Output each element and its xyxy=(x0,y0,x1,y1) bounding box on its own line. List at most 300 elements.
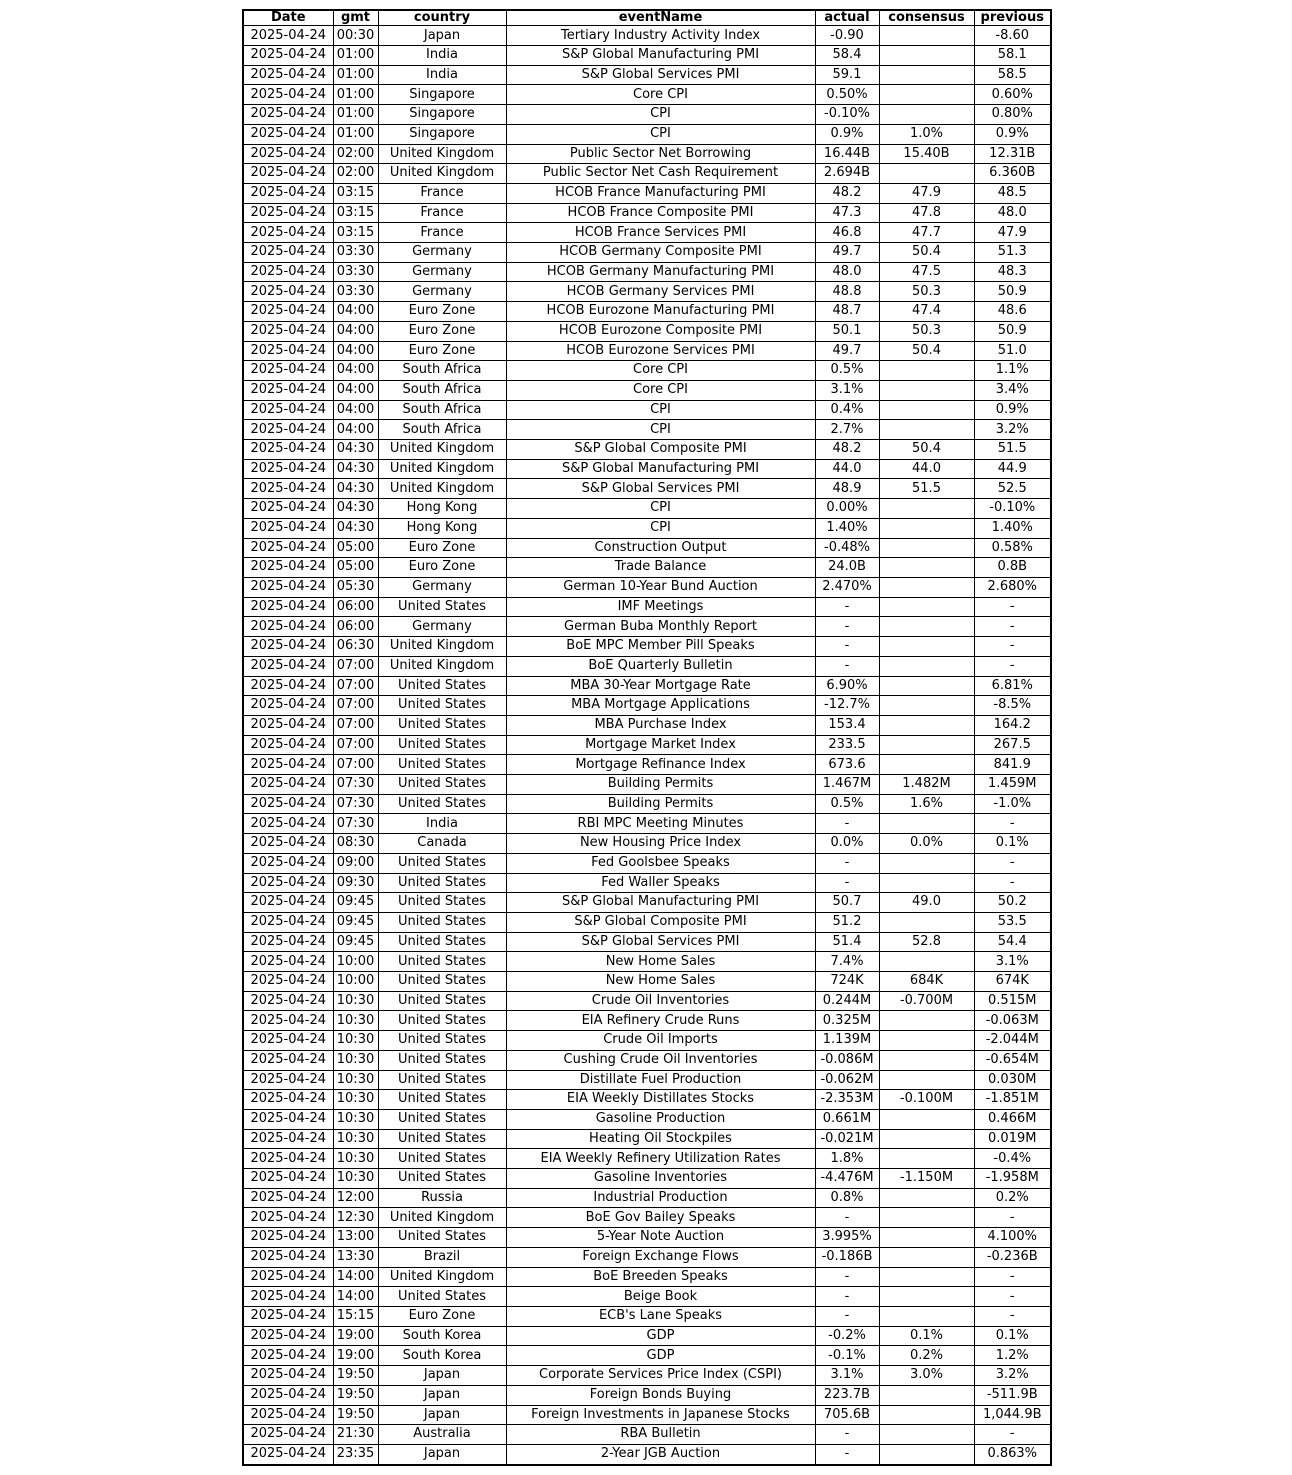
cell-eventname: EIA Refinery Crude Runs xyxy=(506,1011,815,1031)
cell-gmt: 04:00 xyxy=(333,361,378,381)
cell-consensus xyxy=(879,1307,974,1327)
cell-eventname: S&P Global Manufacturing PMI xyxy=(506,893,815,913)
cell-gmt: 03:15 xyxy=(333,223,378,243)
table-row xyxy=(243,597,1051,617)
cell-consensus xyxy=(879,1228,974,1248)
cell-gmt: 01:00 xyxy=(333,85,378,105)
cell-consensus: -0.100M xyxy=(879,1090,974,1110)
table-row xyxy=(243,65,1051,85)
cell-eventname: IMF Meetings xyxy=(506,597,815,617)
cell-actual: 48.8 xyxy=(815,282,879,302)
cell-gmt: 23:35 xyxy=(333,1444,378,1465)
cell-country: Germany xyxy=(378,243,506,263)
cell-eventname: CPI xyxy=(506,105,815,125)
cell-country: France xyxy=(378,203,506,223)
cell-actual: - xyxy=(815,1267,879,1287)
cell-eventname: German 10-Year Bund Auction xyxy=(506,577,815,597)
table-row xyxy=(243,794,1051,814)
table-row xyxy=(243,1366,1051,1386)
cell-date: 2025-04-24 xyxy=(243,262,333,282)
cell-country: United States xyxy=(378,1228,506,1248)
cell-actual: -0.021M xyxy=(815,1129,879,1149)
cell-consensus xyxy=(879,912,974,932)
cell-gmt: 10:30 xyxy=(333,1050,378,1070)
cell-gmt: 07:00 xyxy=(333,656,378,676)
cell-date: 2025-04-24 xyxy=(243,676,333,696)
cell-consensus xyxy=(879,853,974,873)
table-header-row xyxy=(243,10,1051,26)
cell-eventname: Public Sector Net Cash Requirement xyxy=(506,164,815,184)
cell-actual: 51.2 xyxy=(815,912,879,932)
cell-date: 2025-04-24 xyxy=(243,834,333,854)
cell-gmt: 10:00 xyxy=(333,952,378,972)
cell-gmt: 10:30 xyxy=(333,1090,378,1110)
cell-previous: -1.851M xyxy=(974,1090,1051,1110)
cell-previous: - xyxy=(974,1307,1051,1327)
cell-gmt: 13:30 xyxy=(333,1247,378,1267)
cell-country: Germany xyxy=(378,577,506,597)
cell-consensus xyxy=(879,952,974,972)
cell-gmt: 09:45 xyxy=(333,893,378,913)
cell-gmt: 13:00 xyxy=(333,1228,378,1248)
cell-date: 2025-04-24 xyxy=(243,853,333,873)
cell-previous: 3.2% xyxy=(974,1366,1051,1386)
cell-eventname: Crude Oil Inventories xyxy=(506,991,815,1011)
cell-consensus: 1.6% xyxy=(879,794,974,814)
cell-actual: 1.139M xyxy=(815,1031,879,1051)
cell-previous: 0.60% xyxy=(974,85,1051,105)
cell-previous: -511.9B xyxy=(974,1385,1051,1405)
cell-actual: 59.1 xyxy=(815,65,879,85)
table-row xyxy=(243,164,1051,184)
cell-gmt: 01:00 xyxy=(333,65,378,85)
cell-country: United States xyxy=(378,873,506,893)
cell-previous: -8.60 xyxy=(974,26,1051,46)
cell-eventname: RBI MPC Meeting Minutes xyxy=(506,814,815,834)
table-row xyxy=(243,814,1051,834)
cell-country: United States xyxy=(378,991,506,1011)
cell-consensus xyxy=(879,1208,974,1228)
cell-consensus xyxy=(879,1011,974,1031)
cell-previous: - xyxy=(974,1287,1051,1307)
cell-actual: 0.0% xyxy=(815,834,879,854)
table-row xyxy=(243,912,1051,932)
cell-actual: - xyxy=(815,637,879,657)
cell-previous: -1.958M xyxy=(974,1169,1051,1189)
cell-eventname: S&P Global Manufacturing PMI xyxy=(506,459,815,479)
cell-actual: 48.9 xyxy=(815,479,879,499)
cell-date: 2025-04-24 xyxy=(243,1326,333,1346)
cell-gmt: 05:30 xyxy=(333,577,378,597)
cell-date: 2025-04-24 xyxy=(243,1287,333,1307)
cell-gmt: 02:00 xyxy=(333,144,378,164)
cell-eventname: ECB's Lane Speaks xyxy=(506,1307,815,1327)
cell-actual: 49.7 xyxy=(815,243,879,263)
table-row xyxy=(243,972,1051,992)
cell-previous: 1,044.9B xyxy=(974,1405,1051,1425)
table-row xyxy=(243,1247,1051,1267)
cell-consensus xyxy=(879,577,974,597)
cell-gmt: 04:00 xyxy=(333,420,378,440)
cell-actual: 51.4 xyxy=(815,932,879,952)
cell-country: United States xyxy=(378,1129,506,1149)
cell-previous: 674K xyxy=(974,972,1051,992)
cell-actual: - xyxy=(815,597,879,617)
column-header-gmt: gmt xyxy=(333,10,378,26)
cell-consensus: -1.150M xyxy=(879,1169,974,1189)
cell-date: 2025-04-24 xyxy=(243,952,333,972)
cell-previous: 0.030M xyxy=(974,1070,1051,1090)
cell-consensus: 50.3 xyxy=(879,282,974,302)
cell-country: South Africa xyxy=(378,380,506,400)
table-row xyxy=(243,1228,1051,1248)
cell-actual: -0.48% xyxy=(815,538,879,558)
cell-date: 2025-04-24 xyxy=(243,518,333,538)
table-row xyxy=(243,26,1051,46)
table-row xyxy=(243,262,1051,282)
cell-gmt: 07:30 xyxy=(333,794,378,814)
cell-previous: 44.9 xyxy=(974,459,1051,479)
cell-country: Japan xyxy=(378,1366,506,1386)
cell-country: United States xyxy=(378,1011,506,1031)
cell-gmt: 09:00 xyxy=(333,853,378,873)
cell-previous: 1.459M xyxy=(974,775,1051,795)
cell-gmt: 09:30 xyxy=(333,873,378,893)
cell-country: South Africa xyxy=(378,361,506,381)
cell-consensus xyxy=(879,1267,974,1287)
cell-eventname: 2-Year JGB Auction xyxy=(506,1444,815,1465)
cell-eventname: HCOB Eurozone Services PMI xyxy=(506,341,815,361)
cell-country: United States xyxy=(378,775,506,795)
cell-consensus: 1.482M xyxy=(879,775,974,795)
cell-actual: - xyxy=(815,1307,879,1327)
cell-consensus xyxy=(879,538,974,558)
cell-consensus xyxy=(879,715,974,735)
cell-consensus: 0.2% xyxy=(879,1346,974,1366)
table-row xyxy=(243,1346,1051,1366)
cell-date: 2025-04-24 xyxy=(243,1031,333,1051)
cell-gmt: 07:00 xyxy=(333,755,378,775)
cell-actual: 47.3 xyxy=(815,203,879,223)
cell-gmt: 05:00 xyxy=(333,538,378,558)
cell-date: 2025-04-24 xyxy=(243,1366,333,1386)
table-row xyxy=(243,696,1051,716)
cell-consensus xyxy=(879,676,974,696)
cell-eventname: HCOB France Manufacturing PMI xyxy=(506,183,815,203)
cell-actual: -0.90 xyxy=(815,26,879,46)
cell-consensus: 3.0% xyxy=(879,1366,974,1386)
cell-gmt: 10:30 xyxy=(333,1011,378,1031)
table-row xyxy=(243,775,1051,795)
cell-actual: 0.5% xyxy=(815,794,879,814)
cell-country: United Kingdom xyxy=(378,637,506,657)
cell-date: 2025-04-24 xyxy=(243,558,333,578)
cell-gmt: 03:15 xyxy=(333,203,378,223)
cell-date: 2025-04-24 xyxy=(243,775,333,795)
cell-date: 2025-04-24 xyxy=(243,164,333,184)
table-row xyxy=(243,144,1051,164)
cell-eventname: Distillate Fuel Production xyxy=(506,1070,815,1090)
cell-consensus: 47.7 xyxy=(879,223,974,243)
table-row xyxy=(243,282,1051,302)
cell-previous: 3.4% xyxy=(974,380,1051,400)
table-row xyxy=(243,1307,1051,1327)
cell-eventname: HCOB France Composite PMI xyxy=(506,203,815,223)
cell-previous: 164.2 xyxy=(974,715,1051,735)
cell-country: United States xyxy=(378,1050,506,1070)
cell-consensus xyxy=(879,46,974,66)
cell-date: 2025-04-24 xyxy=(243,420,333,440)
cell-country: Russia xyxy=(378,1188,506,1208)
cell-eventname: Construction Output xyxy=(506,538,815,558)
cell-country: Brazil xyxy=(378,1247,506,1267)
cell-eventname: CPI xyxy=(506,518,815,538)
cell-consensus xyxy=(879,814,974,834)
cell-previous: -0.4% xyxy=(974,1149,1051,1169)
cell-gmt: 03:30 xyxy=(333,262,378,282)
cell-gmt: 04:30 xyxy=(333,479,378,499)
cell-date: 2025-04-24 xyxy=(243,1307,333,1327)
table-row xyxy=(243,577,1051,597)
cell-consensus xyxy=(879,518,974,538)
cell-gmt: 10:30 xyxy=(333,1129,378,1149)
cell-previous: 3.2% xyxy=(974,420,1051,440)
cell-country: United States xyxy=(378,1149,506,1169)
cell-gmt: 06:00 xyxy=(333,597,378,617)
cell-actual: 673.6 xyxy=(815,755,879,775)
table-row xyxy=(243,361,1051,381)
cell-previous: 51.0 xyxy=(974,341,1051,361)
cell-eventname: German Buba Monthly Report xyxy=(506,617,815,637)
cell-date: 2025-04-24 xyxy=(243,1405,333,1425)
cell-date: 2025-04-24 xyxy=(243,873,333,893)
cell-actual: 3.1% xyxy=(815,380,879,400)
cell-date: 2025-04-24 xyxy=(243,1247,333,1267)
cell-gmt: 14:00 xyxy=(333,1287,378,1307)
cell-actual: -0.10% xyxy=(815,105,879,125)
table-row xyxy=(243,479,1051,499)
cell-country: Germany xyxy=(378,262,506,282)
cell-previous: 0.58% xyxy=(974,538,1051,558)
cell-eventname: Foreign Exchange Flows xyxy=(506,1247,815,1267)
cell-gmt: 06:00 xyxy=(333,617,378,637)
cell-previous: - xyxy=(974,814,1051,834)
cell-date: 2025-04-24 xyxy=(243,597,333,617)
cell-gmt: 04:30 xyxy=(333,440,378,460)
cell-eventname: CPI xyxy=(506,499,815,519)
cell-consensus xyxy=(879,26,974,46)
cell-date: 2025-04-24 xyxy=(243,1228,333,1248)
cell-eventname: Mortgage Refinance Index xyxy=(506,755,815,775)
cell-previous: -1.0% xyxy=(974,794,1051,814)
cell-previous: - xyxy=(974,617,1051,637)
cell-eventname: MBA 30-Year Mortgage Rate xyxy=(506,676,815,696)
cell-gmt: 14:00 xyxy=(333,1267,378,1287)
cell-consensus: 15.40B xyxy=(879,144,974,164)
cell-previous: 52.5 xyxy=(974,479,1051,499)
cell-country: United States xyxy=(378,893,506,913)
cell-consensus xyxy=(879,873,974,893)
cell-date: 2025-04-24 xyxy=(243,538,333,558)
cell-gmt: 07:30 xyxy=(333,775,378,795)
cell-country: United States xyxy=(378,1031,506,1051)
cell-previous: 58.1 xyxy=(974,46,1051,66)
cell-actual: 50.1 xyxy=(815,321,879,341)
cell-actual: - xyxy=(815,873,879,893)
column-header-consensus: consensus xyxy=(879,10,974,26)
cell-actual: 3.1% xyxy=(815,1366,879,1386)
cell-consensus: 47.5 xyxy=(879,262,974,282)
cell-date: 2025-04-24 xyxy=(243,1169,333,1189)
cell-consensus xyxy=(879,1109,974,1129)
cell-gmt: 19:00 xyxy=(333,1346,378,1366)
cell-eventname: New Housing Price Index xyxy=(506,834,815,854)
cell-consensus xyxy=(879,1129,974,1149)
cell-date: 2025-04-24 xyxy=(243,380,333,400)
table-row xyxy=(243,1031,1051,1051)
cell-date: 2025-04-24 xyxy=(243,499,333,519)
cell-actual: 3.995% xyxy=(815,1228,879,1248)
economic-calendar-table xyxy=(242,9,1052,1466)
cell-date: 2025-04-24 xyxy=(243,321,333,341)
cell-previous: 0.863% xyxy=(974,1444,1051,1465)
cell-eventname: Corporate Services Price Index (CSPI) xyxy=(506,1366,815,1386)
table-row xyxy=(243,400,1051,420)
cell-country: United States xyxy=(378,1169,506,1189)
cell-previous: 50.9 xyxy=(974,321,1051,341)
cell-previous: - xyxy=(974,637,1051,657)
cell-previous: 58.5 xyxy=(974,65,1051,85)
cell-country: India xyxy=(378,65,506,85)
cell-eventname: Core CPI xyxy=(506,85,815,105)
cell-consensus xyxy=(879,1149,974,1169)
cell-date: 2025-04-24 xyxy=(243,1011,333,1031)
cell-consensus xyxy=(879,1287,974,1307)
cell-eventname: EIA Weekly Distillates Stocks xyxy=(506,1090,815,1110)
cell-gmt: 04:00 xyxy=(333,341,378,361)
table-row xyxy=(243,420,1051,440)
cell-actual: 2.470% xyxy=(815,577,879,597)
table-row xyxy=(243,243,1051,263)
cell-gmt: 10:30 xyxy=(333,1070,378,1090)
cell-country: Hong Kong xyxy=(378,499,506,519)
cell-date: 2025-04-24 xyxy=(243,1425,333,1445)
cell-eventname: Crude Oil Imports xyxy=(506,1031,815,1051)
cell-consensus: 50.4 xyxy=(879,440,974,460)
cell-consensus xyxy=(879,558,974,578)
cell-gmt: 10:30 xyxy=(333,1031,378,1051)
cell-previous: 6.81% xyxy=(974,676,1051,696)
table-row xyxy=(243,459,1051,479)
cell-consensus xyxy=(879,400,974,420)
cell-eventname: BoE Breeden Speaks xyxy=(506,1267,815,1287)
cell-gmt: 04:30 xyxy=(333,518,378,538)
cell-previous: 0.9% xyxy=(974,400,1051,420)
cell-previous: - xyxy=(974,1208,1051,1228)
cell-actual: 2.694B xyxy=(815,164,879,184)
cell-date: 2025-04-24 xyxy=(243,223,333,243)
cell-consensus: 684K xyxy=(879,972,974,992)
cell-eventname: S&P Global Composite PMI xyxy=(506,912,815,932)
cell-date: 2025-04-24 xyxy=(243,65,333,85)
cell-previous: 50.2 xyxy=(974,893,1051,913)
cell-actual: 705.6B xyxy=(815,1405,879,1425)
table-row xyxy=(243,1169,1051,1189)
cell-country: Australia xyxy=(378,1425,506,1445)
cell-eventname: Cushing Crude Oil Inventories xyxy=(506,1050,815,1070)
cell-country: Japan xyxy=(378,26,506,46)
cell-previous: - xyxy=(974,597,1051,617)
cell-eventname: Heating Oil Stockpiles xyxy=(506,1129,815,1149)
table-row xyxy=(243,893,1051,913)
cell-gmt: 10:00 xyxy=(333,972,378,992)
table-row xyxy=(243,321,1051,341)
table-row xyxy=(243,952,1051,972)
cell-previous: -0.10% xyxy=(974,499,1051,519)
cell-gmt: 19:50 xyxy=(333,1385,378,1405)
cell-date: 2025-04-24 xyxy=(243,1208,333,1228)
cell-eventname: S&P Global Services PMI xyxy=(506,932,815,952)
cell-previous: 53.5 xyxy=(974,912,1051,932)
cell-gmt: 08:30 xyxy=(333,834,378,854)
cell-actual: 48.7 xyxy=(815,302,879,322)
cell-date: 2025-04-24 xyxy=(243,1109,333,1129)
cell-actual: - xyxy=(815,1425,879,1445)
cell-eventname: New Home Sales xyxy=(506,952,815,972)
cell-consensus: 52.8 xyxy=(879,932,974,952)
cell-actual: 153.4 xyxy=(815,715,879,735)
cell-gmt: 01:00 xyxy=(333,105,378,125)
cell-consensus: 47.4 xyxy=(879,302,974,322)
column-header-eventname: eventName xyxy=(506,10,815,26)
cell-country: France xyxy=(378,183,506,203)
cell-consensus xyxy=(879,1031,974,1051)
cell-eventname: CPI xyxy=(506,420,815,440)
cell-eventname: Fed Waller Speaks xyxy=(506,873,815,893)
table-row xyxy=(243,124,1051,144)
cell-gmt: 03:15 xyxy=(333,183,378,203)
cell-actual: 0.00% xyxy=(815,499,879,519)
table-row xyxy=(243,1425,1051,1445)
cell-date: 2025-04-24 xyxy=(243,144,333,164)
cell-previous: 2.680% xyxy=(974,577,1051,597)
cell-country: Germany xyxy=(378,282,506,302)
cell-date: 2025-04-24 xyxy=(243,183,333,203)
cell-consensus xyxy=(879,1050,974,1070)
cell-actual: -0.186B xyxy=(815,1247,879,1267)
cell-consensus xyxy=(879,499,974,519)
cell-actual: 1.467M xyxy=(815,775,879,795)
cell-country: United States xyxy=(378,755,506,775)
cell-actual: 48.2 xyxy=(815,440,879,460)
cell-previous: 47.9 xyxy=(974,223,1051,243)
table-row xyxy=(243,1208,1051,1228)
cell-date: 2025-04-24 xyxy=(243,302,333,322)
cell-date: 2025-04-24 xyxy=(243,341,333,361)
table-row xyxy=(243,1405,1051,1425)
table-row xyxy=(243,1109,1051,1129)
cell-previous: 6.360B xyxy=(974,164,1051,184)
cell-date: 2025-04-24 xyxy=(243,85,333,105)
cell-actual: 48.0 xyxy=(815,262,879,282)
cell-previous: 12.31B xyxy=(974,144,1051,164)
table-row xyxy=(243,991,1051,1011)
table-row xyxy=(243,853,1051,873)
table-row xyxy=(243,755,1051,775)
cell-consensus xyxy=(879,656,974,676)
cell-previous: -0.063M xyxy=(974,1011,1051,1031)
cell-country: United States xyxy=(378,676,506,696)
